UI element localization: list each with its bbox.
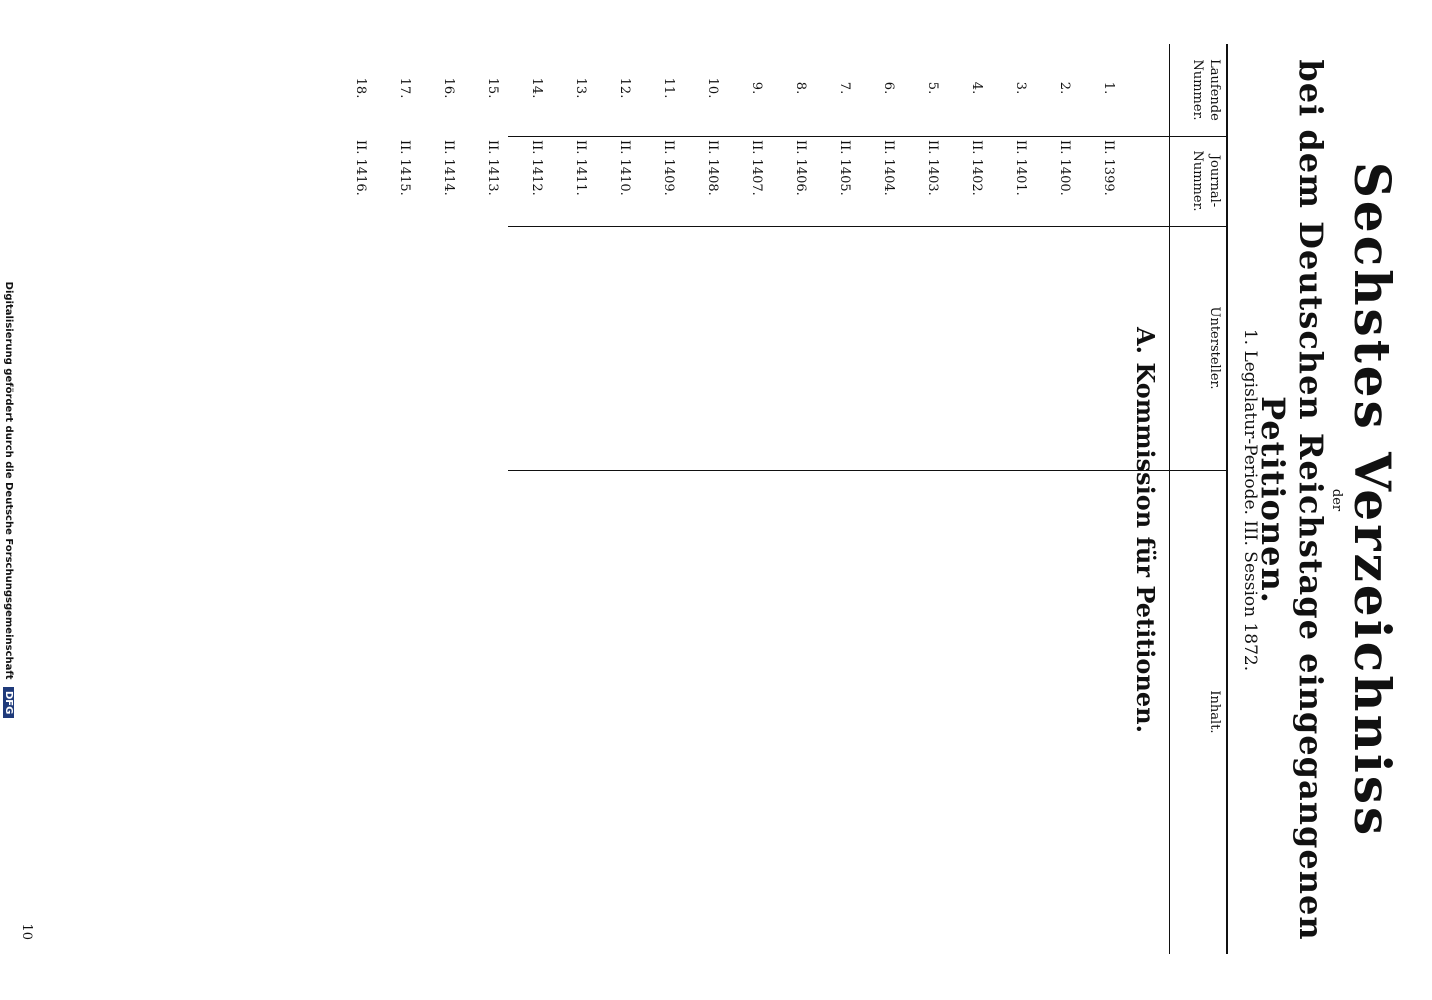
document-subtitle: bei dem Deutschen Reichstage eingegangenen Petitionen.: [1254, 59, 1330, 941]
entry-number: 15.: [485, 77, 500, 99]
petition-entry: [338, 44, 368, 954]
document-title: Sechstes Verzeichniss: [1343, 161, 1402, 839]
petition-entry: [778, 44, 808, 954]
entry-number: 3.: [1013, 81, 1028, 95]
title-connector: der: [1329, 488, 1344, 512]
journal-number: II. 1413.: [485, 140, 500, 196]
entry-number: 9.: [749, 81, 764, 95]
petition-entry: [514, 44, 544, 954]
petition-entry: [822, 44, 852, 954]
session-line: 1. Legislatur-Periode. III. Session 1872.: [1240, 328, 1260, 672]
petition-entry: [690, 44, 720, 954]
petition-entry: [954, 44, 984, 954]
petition-entry: [426, 44, 456, 954]
journal-number: II. 1404.: [881, 140, 896, 196]
entry-number: 12.: [617, 77, 632, 99]
petition-entry: [382, 44, 412, 954]
petition-entry: [910, 44, 940, 954]
entry-number: 8.: [793, 81, 808, 95]
journal-number: II. 1401.: [1013, 140, 1028, 196]
journal-number: II. 1405.: [837, 140, 852, 196]
journal-number: II. 1411.: [573, 140, 588, 196]
journal-number: II. 1412.: [529, 140, 544, 196]
column-header-journal: Journal-Nummer.: [1190, 150, 1222, 212]
entry-number: 2.: [1057, 81, 1072, 95]
dfg-logo: DFG: [3, 687, 14, 718]
petition-entry: [602, 44, 632, 954]
petition-entry: [1042, 44, 1072, 954]
journal-number: II. 1409.: [661, 140, 676, 196]
entry-number: 14.: [529, 77, 544, 99]
digitization-credit: [3, 0, 14, 1000]
entry-number: 17.: [397, 77, 412, 99]
entry-number: 16.: [441, 77, 456, 99]
petition-entry: [558, 44, 588, 954]
section-title: A. Kommission für Petitionen.: [1131, 327, 1160, 733]
entry-number: 1.: [1101, 81, 1116, 95]
entry-number: 13.: [573, 77, 588, 99]
petition-entry: [470, 44, 500, 954]
journal-number: II. 1410.: [617, 140, 632, 196]
entry-number: 5.: [925, 81, 940, 95]
column-header-laufende: Laufende Nummer.: [1190, 59, 1222, 121]
petition-entry: [646, 44, 676, 954]
journal-number: II. 1407.: [749, 140, 764, 196]
journal-number: II. 1403.: [925, 140, 940, 196]
entry-number: 18.: [353, 77, 368, 99]
entry-number: 6.: [881, 81, 896, 95]
journal-number: II. 1400.: [1057, 140, 1072, 196]
petition-entry: [734, 44, 764, 954]
journal-number: II. 1416.: [353, 140, 368, 196]
column-header-inhalt: Inhalt.: [1207, 690, 1222, 734]
journal-number: II. 1399.: [1101, 140, 1116, 196]
petition-entry: [1086, 44, 1116, 954]
journal-number: II. 1408.: [705, 140, 720, 196]
entry-number: 10.: [705, 77, 720, 99]
page-number: 10: [19, 923, 34, 940]
journal-number: II. 1406.: [793, 140, 808, 196]
journal-number: II. 1402.: [969, 140, 984, 196]
table-top-rule: [1226, 44, 1228, 954]
entry-number: 7.: [837, 81, 852, 95]
petition-entry: [866, 44, 896, 954]
entry-number: 11.: [661, 77, 676, 99]
journal-number: II. 1414.: [441, 140, 456, 196]
credit-text: Digitalisierung gefördert durch die Deutsche Forschungsgemeinschaft: [3, 281, 14, 680]
petition-entry: [998, 44, 1028, 954]
entry-number: 4.: [969, 81, 984, 95]
table-header-rule: [1169, 44, 1170, 954]
column-header-einsteller: Untersteller.: [1207, 306, 1222, 390]
journal-number: II. 1415.: [397, 140, 412, 196]
